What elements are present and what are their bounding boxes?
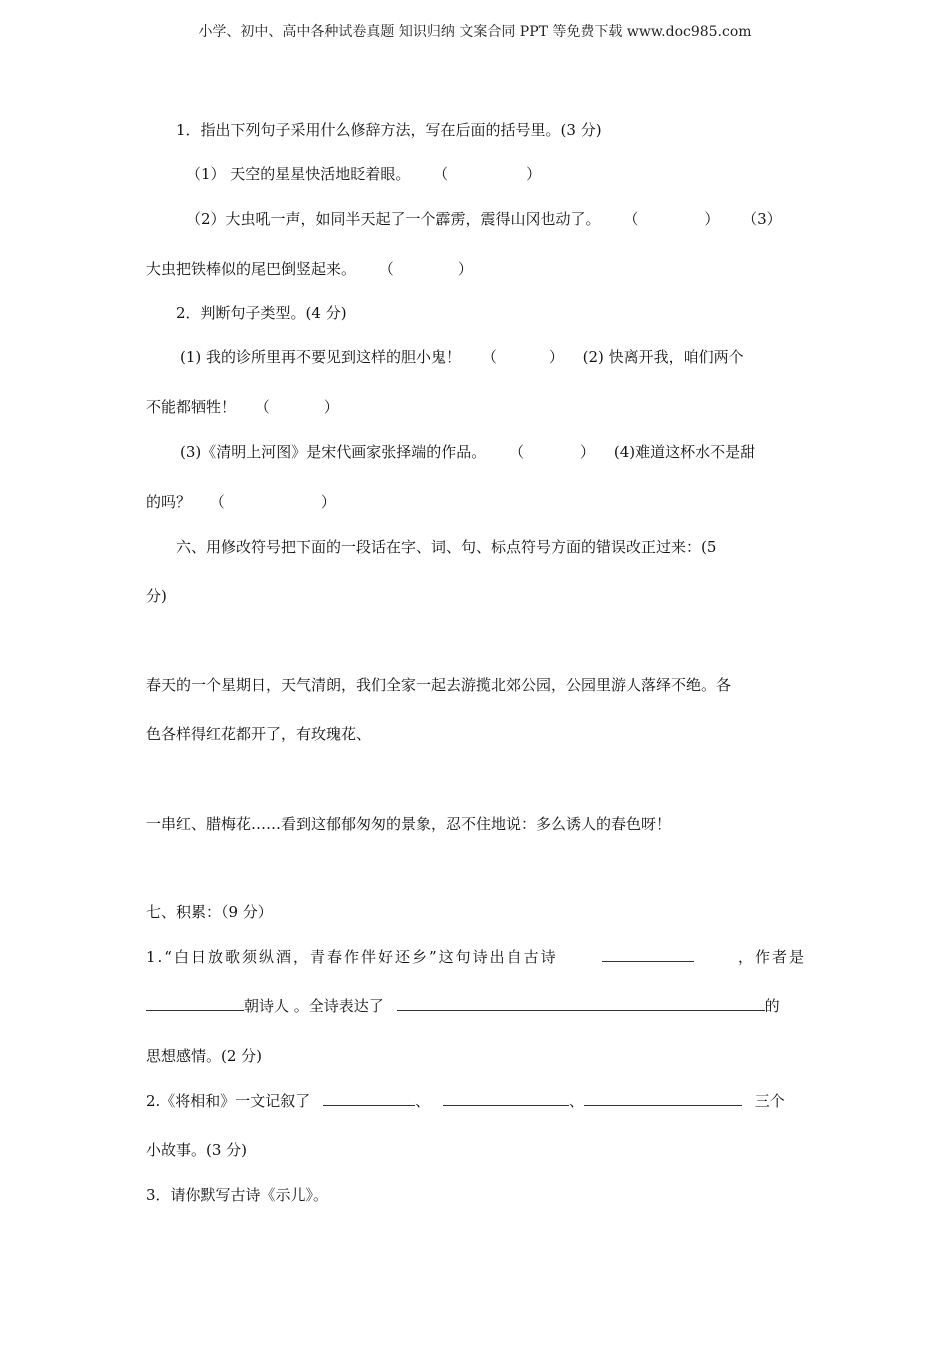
q1-s2-open: （ bbox=[623, 210, 639, 228]
sec6-paragraph-1: 春天的一个星期日，天气清朗，我们全家一起去游揽北郊公园，公园里游人落绎不绝。各 bbox=[146, 676, 732, 694]
q2-s1-text: (1) 我的诊所里再不要见到这样的胆小鬼！ bbox=[180, 348, 462, 366]
sec7-title: 七、积累：（9 分） bbox=[146, 903, 273, 921]
sec7-q2-b: 三个 bbox=[754, 1092, 785, 1110]
q1-s2-text: （2）大虫吼一声，如同半天起了一个霹雳，震得山冈也动了。 bbox=[186, 210, 601, 228]
q2-s4-start: (4)难道这杯水不是甜 bbox=[613, 443, 756, 461]
q2-s1-open: （ bbox=[481, 348, 497, 366]
q1-title: 1．指出下列句子采用什么修辞方法，写在后面的括号里。(3 分) bbox=[176, 121, 602, 139]
sec7-q1-line-1 bbox=[146, 947, 806, 967]
sec7-q1-b: ，作者是 bbox=[737, 948, 806, 966]
q2-s4-end: 的吗？ bbox=[146, 493, 192, 511]
q1-sentence-2 bbox=[186, 209, 782, 229]
q1-s1-open: （ bbox=[433, 165, 449, 183]
q1-sentence-3 bbox=[146, 259, 473, 279]
q2-s4-close: ） bbox=[320, 493, 336, 511]
q1-s1-text: （1） 天空的星星快活地眨着眼。 bbox=[186, 165, 411, 183]
sec7-q1-line-3: 思想感情。(2 分) bbox=[146, 1047, 263, 1065]
q2-sentence-1 bbox=[180, 347, 744, 367]
q1-sentence-1 bbox=[186, 164, 541, 184]
q2-sentence-4-end bbox=[146, 492, 336, 512]
q1-s3-open: （ bbox=[378, 260, 394, 278]
sec7-q1-blank-poem[interactable] bbox=[602, 947, 694, 962]
sec7-q1-d: 的 bbox=[764, 997, 780, 1015]
q1-s3-label: （3） bbox=[742, 210, 782, 228]
q2-title: 2．判断句子类型。(4 分) bbox=[176, 304, 347, 322]
sec7-q2-line-2: 小故事。(3 分) bbox=[146, 1141, 248, 1159]
q2-s3-open: （ bbox=[509, 443, 525, 461]
sec7-q2-sep-1: 、 bbox=[415, 1092, 431, 1110]
q1-s3-close: ） bbox=[457, 260, 473, 278]
sec6-paragraph-2: 色各样得红花都开了，有玫瑰花、 bbox=[146, 725, 372, 743]
sec7-q1-a: 1.“白日放歌须纵酒，青春作伴好还乡”这句诗出自古诗 bbox=[146, 948, 558, 966]
sec7-q2-blank-3[interactable] bbox=[584, 1091, 742, 1106]
q2-s2-start: (2) 快离开我，咱们两个 bbox=[582, 348, 744, 366]
sec7-q3: 3．请你默写古诗《示儿》。 bbox=[146, 1186, 329, 1204]
q2-s2-end: 不能都牺牲！ bbox=[146, 398, 237, 416]
q2-sentence-3 bbox=[180, 442, 755, 462]
q2-sentence-2-end bbox=[146, 397, 339, 417]
sec7-q2-blank-2[interactable] bbox=[443, 1091, 569, 1106]
q1-s2-close: ） bbox=[704, 210, 720, 228]
q2-s2-close: ） bbox=[323, 398, 339, 416]
sec6-title-2: 分) bbox=[146, 587, 167, 605]
q1-s1-close: ） bbox=[526, 165, 542, 183]
sec7-q2-a: 2.《将相和》一文记叙了 bbox=[146, 1092, 311, 1110]
q1-s3-text: 大虫把铁棒似的尾巴倒竖起来。 bbox=[146, 260, 357, 278]
sec6-title-1: 六、用修改符号把下面的一段话在字、词、句、标点符号方面的错误改正过来：(5 bbox=[176, 538, 717, 556]
q2-s3-text: (3)《清明上河图》是宋代画家张择端的作品。 bbox=[180, 443, 487, 461]
sec7-q1-line-2 bbox=[146, 996, 780, 1016]
sec7-q2-blank-1[interactable] bbox=[323, 1091, 415, 1106]
page-header: 小学、初中、高中各种试卷真题 知识归纳 文案合同 PPT 等免费下载 www.doc985.com bbox=[198, 24, 752, 40]
q2-s4-open: （ bbox=[209, 493, 225, 511]
sec7-q2-line-1 bbox=[146, 1091, 785, 1111]
q2-s2-open: （ bbox=[254, 398, 270, 416]
sec7-q1-c: 朝诗人 。全诗表达了 bbox=[244, 997, 384, 1015]
sec7-q1-blank-dynasty[interactable] bbox=[146, 996, 244, 1011]
sec7-q2-sep-2: 、 bbox=[568, 1092, 584, 1110]
q2-s3-close: ） bbox=[580, 443, 596, 461]
sec6-paragraph-3: 一串红、腊梅花……看到这郁郁匆匆的景象，忍不住地说：多么诱人的春色呀！ bbox=[146, 815, 672, 833]
q2-s1-close: ） bbox=[548, 348, 564, 366]
sec7-q1-blank-feeling[interactable] bbox=[397, 996, 765, 1011]
